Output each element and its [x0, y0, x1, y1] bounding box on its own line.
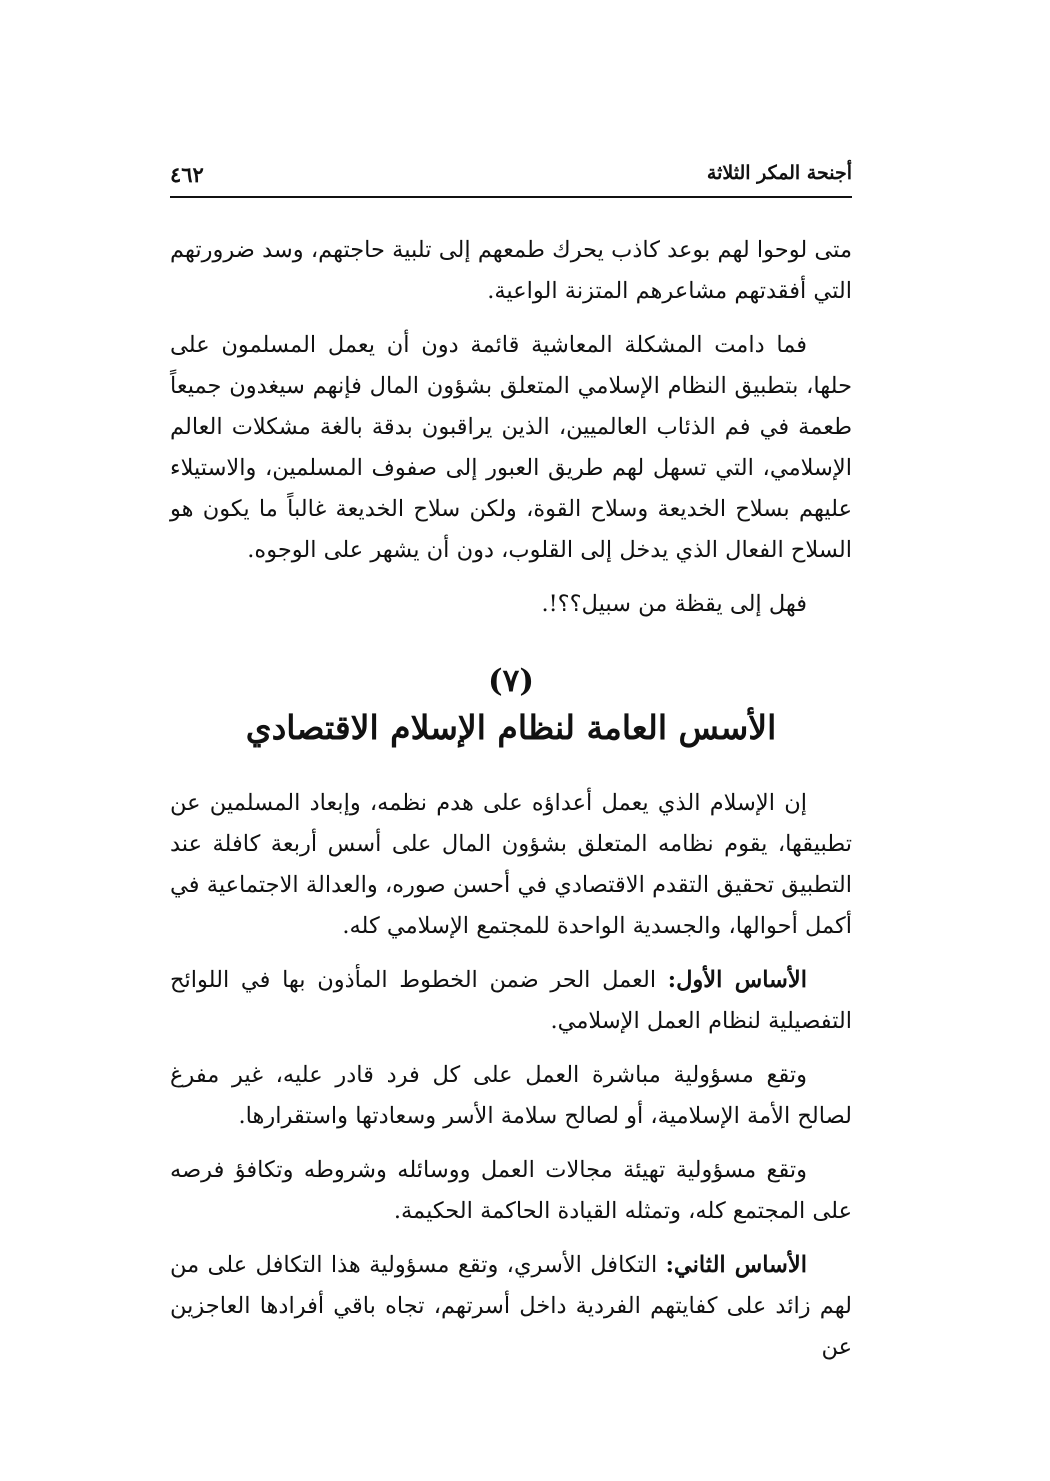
paragraph-basis-two	[170, 1245, 852, 1368]
section-title: الأسس العامة لنظام الإسلام الاقتصادي	[245, 708, 777, 747]
paragraph-responsibility-individual: وتقع مسؤولية مباشرة العمل على كل فرد قادر عليه، غير مفرغ لصالح الأمة الإسلامية، أو لصالح سلامة الأسر وسعادتها واستقرارها.	[170, 1062, 852, 1129]
paragraph-responsibility-society: وتقع مسؤولية تهيئة مجالات العمل ووسائله وشروطه وتكافؤ فرصه على المجتمع كله، وتمثله القيادة الحاكمة الحكيمة.	[170, 1157, 852, 1224]
basis-two-label: الأساس الثاني:	[665, 1252, 807, 1278]
basis-one-text: العمل الحر ضمن الخطوط المأذون بها في اللوائح التفصيلية لنظام العمل الإسلامي.	[170, 967, 852, 1034]
paragraph-economic-problem: فما دامت المشكلة المعاشية قائمة دون أن يعمل المسلمون على حلها، بتطبيق النظام الإسلامي المتعلق بشؤون المال فإنهم سيغدون جميعاً طعمة في فم الذئاب العالميين، الذين يراقبون بدقة بالغة مشكلات العالم الإسلامي، التي تسهل لهم طريق العبور إلى صفوف المسلمين، والاستيلاء عليهم بسلاح الخديعة وسلاح القوة، ولكن سلاح الخديعة غالباً ما يكون هو السلاح الفعال الذي يدخل إلى القلوب، دون أن يشهر على الوجوه.	[170, 332, 852, 563]
running-title: أجنحة المكر الثلاثة	[706, 162, 852, 184]
running-header	[170, 160, 852, 198]
paragraph-intro: إن الإسلام الذي يعمل أعداؤه على هدم نظمه، وإبعاد المسلمين عن تطبيقها، يقوم نظامه المتعلق بشؤون المال على أسس أربعة كافلة عند التطبيق تحقيق التقدم الاقتصادي في أحسن صوره، والعدالة الاجتماعية في أكمل أحوالها، والجسدية الواحدة للمجتمع الإسلامي كله.	[170, 790, 852, 939]
page-content	[170, 230, 852, 1381]
paragraph-question: فهل إلى يقظة من سبيل؟؟!.	[541, 591, 807, 617]
basis-two-text: التكافل الأسري، وتقع مسؤولية هذا التكافل على من لهم زائد على كفايتهم الفردية داخل أسرتهم، تجاه باقي أفرادها العاجزين عن	[170, 1252, 852, 1360]
section-number: (٧)	[488, 663, 534, 699]
page-number: ٤٦٢	[170, 162, 204, 187]
paragraph-basis-one	[170, 960, 852, 1042]
basis-one-label: الأساس الأول:	[667, 967, 807, 993]
paragraph-continuation: متى لوحوا لهم بوعد كاذب يحرك طمعهم إلى تلبية حاجتهم، وسد ضرورتهم التي أفقدتهم مشاعرهم المتزنة الواعية.	[170, 237, 852, 304]
